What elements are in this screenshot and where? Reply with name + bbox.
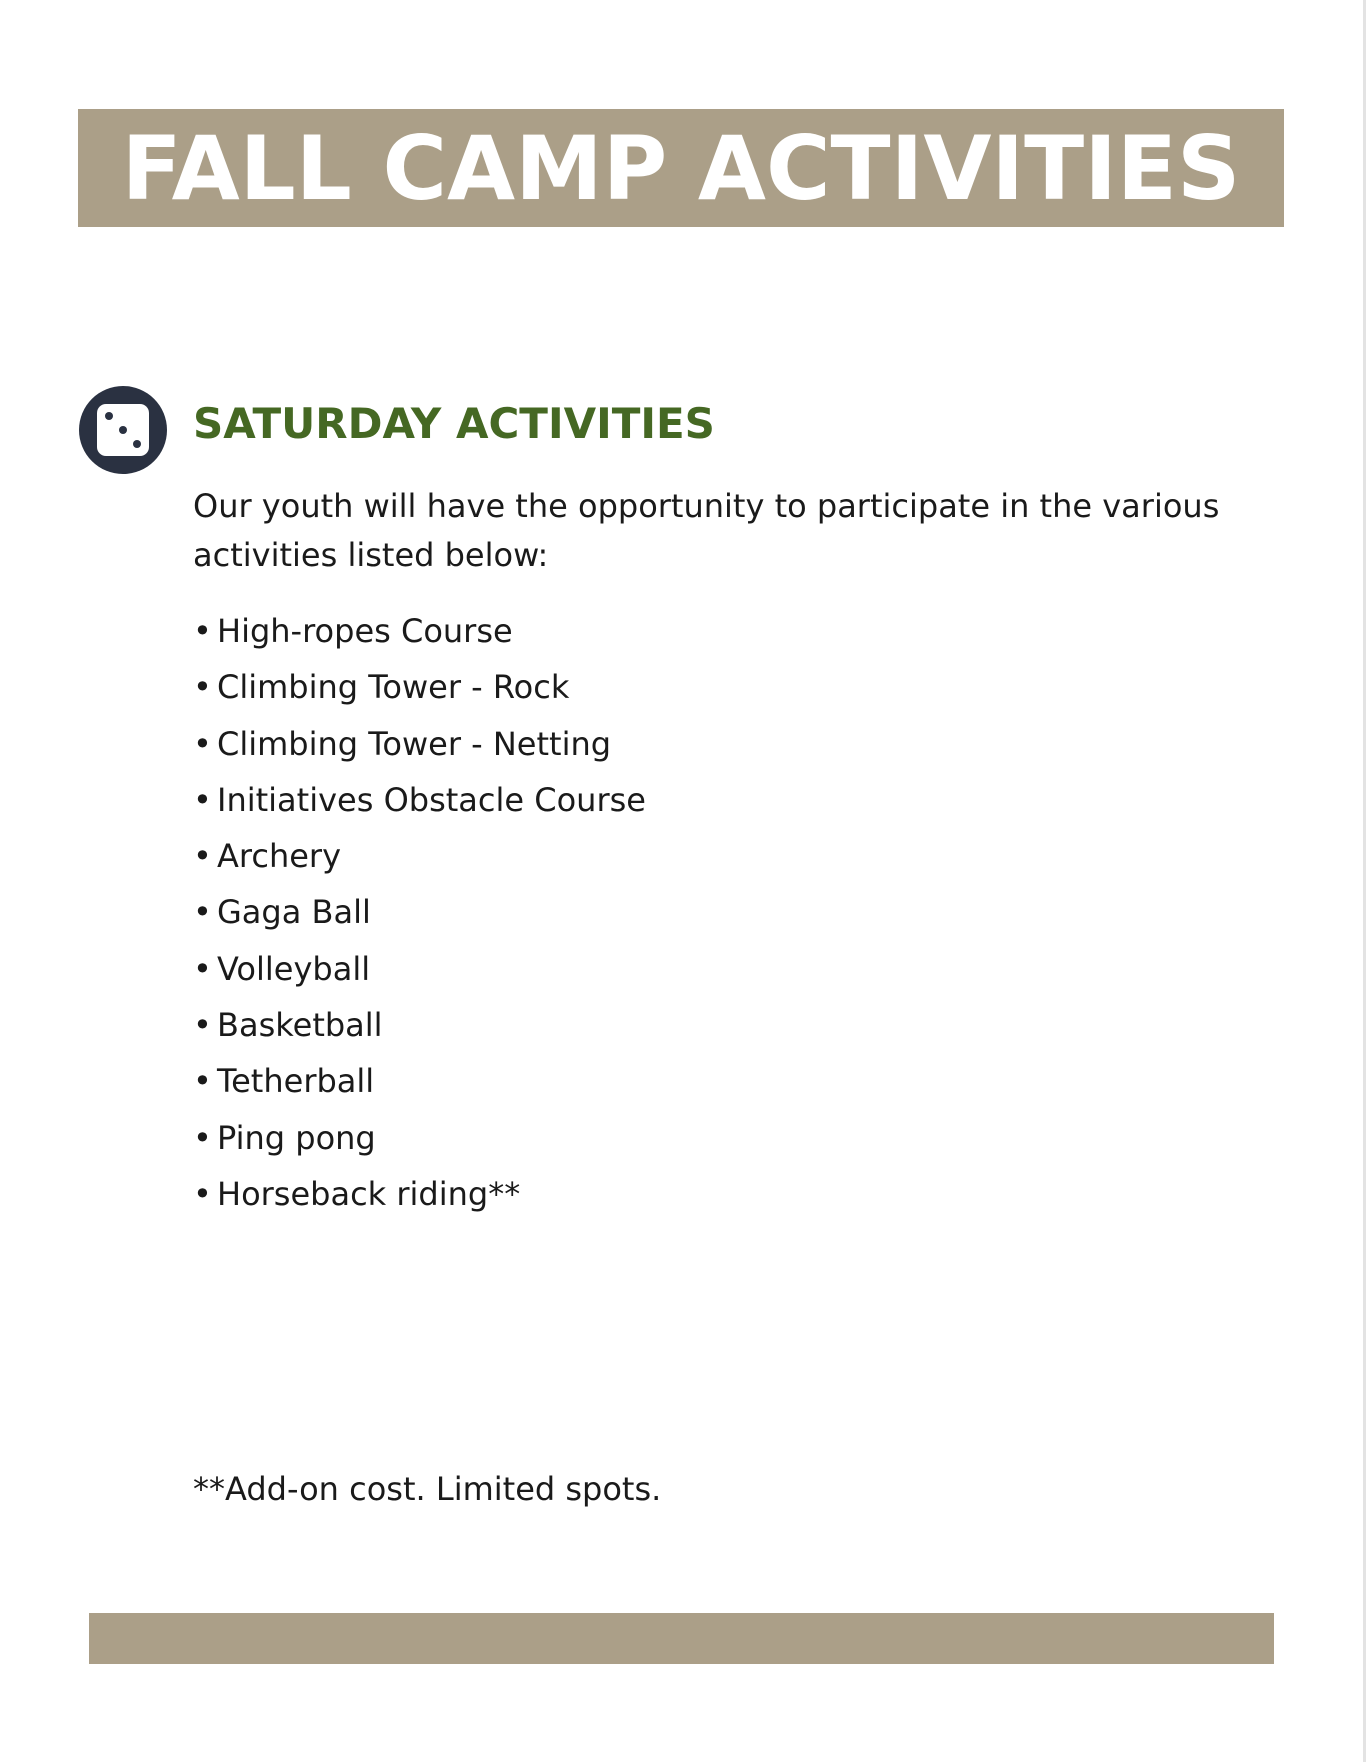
list-item [193,884,646,940]
footer-bar [89,1613,1274,1664]
activity-label: Tetherball [217,1062,375,1101]
activity-label: Volleyball [217,949,371,988]
list-item [193,941,646,997]
list-item [193,828,646,884]
activity-label: Archery [217,837,341,876]
list-item [193,772,646,828]
section-heading: SATURDAY ACTIVITIES [193,399,715,448]
activity-label: Basketball [217,1006,383,1045]
bullet: • [193,612,212,650]
activity-label: Horseback riding** [217,1174,521,1213]
bullet: • [193,1006,212,1045]
bullet: • [193,780,212,819]
dice-icon [78,385,168,475]
list-item [193,1053,646,1109]
bullet: • [193,1174,212,1213]
list-item [193,1110,646,1166]
list-item [193,997,646,1053]
activity-label: Ping pong [217,1118,376,1157]
list-item [193,1166,646,1222]
footnote: **Add-on cost. Limited spots. [193,1470,662,1508]
bullet: • [193,1118,212,1157]
intro-paragraph: Our youth will have the opportunity to participate in the various activities listed below: [193,487,1220,574]
bullet: • [193,837,212,876]
list-item [193,603,646,659]
activity-label: Climbing Tower - Netting [217,724,612,763]
bullet: • [193,949,212,988]
bullet: • [193,893,212,932]
page-title: FALL CAMP ACTIVITIES [121,117,1241,220]
activity-label: Initiatives Obstacle Course [217,780,646,819]
title-banner [78,109,1284,227]
bullet: • [193,1062,212,1101]
activity-label: Climbing Tower - Rock [217,668,570,707]
list-item [193,659,646,715]
bullet: • [193,724,212,763]
list-item [193,716,646,772]
activity-list [193,603,646,1222]
bullet: • [193,668,212,707]
activity-label: High-ropes Course [217,612,513,650]
activity-label: Gaga Ball [217,893,371,932]
